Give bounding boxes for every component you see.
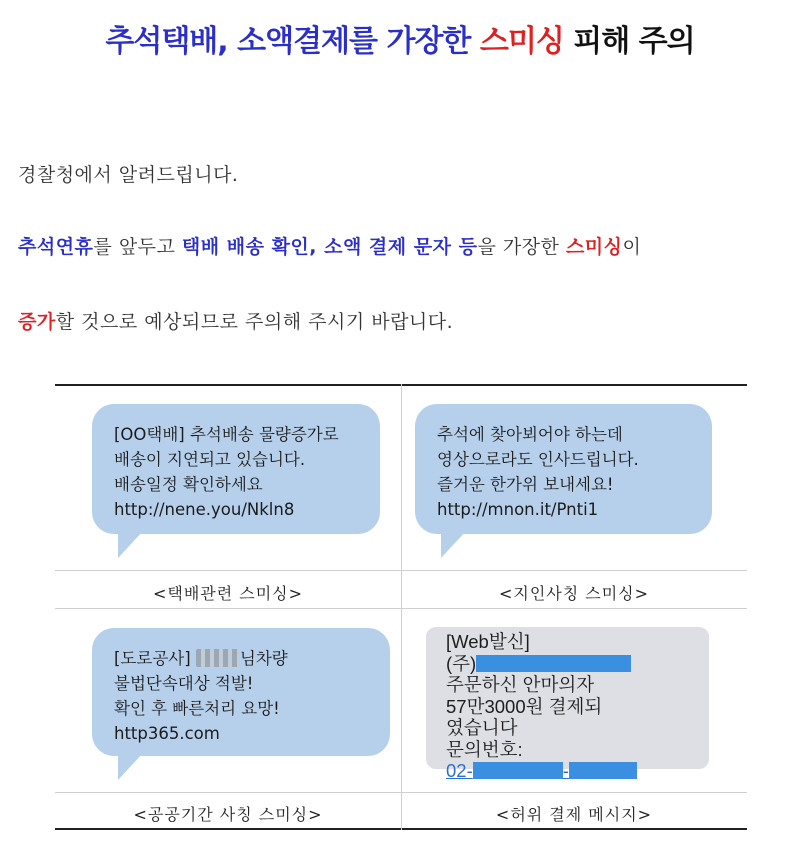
intro-text: 이 (622, 236, 642, 258)
bubble-tail (118, 530, 144, 558)
message-line: 배송이 지연되고 있습니다. (114, 450, 306, 469)
redacted-number (569, 762, 637, 779)
intro-text: 할 것으로 예상되므로 주의해 주시기 바랍니다. (55, 311, 454, 333)
message-line: 영상으로라도 인사드립니다. (437, 450, 639, 469)
title-part-1: 추석택배, 소액결제를 가장한 (105, 24, 480, 59)
message-line: 추석에 찾아뵈어야 하는데 (437, 425, 623, 444)
phone-prefix: 02- (446, 760, 473, 781)
caption-public: <공공기간 사칭 스미싱> (133, 805, 323, 824)
message-line (114, 646, 368, 671)
table-column-divider (401, 384, 402, 830)
message-text: 님차량 (239, 649, 288, 668)
title-part-3: 피해 주의 (563, 24, 695, 59)
message-line: [Web발신] (446, 631, 530, 652)
bubble-tail (441, 530, 467, 558)
message-link: http://nene.you/Nkln8 (114, 500, 295, 519)
intro-text: 을 가장한 (477, 236, 566, 258)
message-line: 즐거운 한가위 보내세요! (437, 475, 614, 494)
message-text: (주) (446, 652, 477, 674)
message-bubble-acquaintance (415, 404, 712, 534)
caption-payment: <허위 결제 메시지> (495, 805, 653, 824)
title-part-2: 스미싱 (479, 24, 564, 59)
message-link: http://mnon.it/Pnti1 (437, 500, 599, 519)
message-line: 배송일정 확인하세요 (114, 475, 263, 494)
message-line: 주문하신 안마의자 (446, 674, 595, 695)
message-line (446, 653, 689, 675)
intro-highlight-increase: 증가 (18, 311, 56, 333)
message-screenshot-payment (426, 627, 709, 781)
message-line: 57만3000원 결제되 (446, 695, 603, 717)
examples-table (55, 384, 747, 830)
message-line: 불법단속대상 적발! (114, 674, 254, 693)
intro-line-3 (18, 307, 453, 334)
intro-line-1: 경찰청에서 알려드립니다. (18, 164, 239, 186)
message-line: 확인 후 빠른처리 요망! (114, 699, 280, 718)
phone-separator: - (562, 760, 569, 781)
bubble-tail (118, 752, 144, 780)
intro-highlight-holiday: 추석연휴 (18, 236, 94, 258)
message-link: http365.com (114, 724, 220, 743)
blurred-name (196, 649, 240, 667)
intro-text: 를 앞두고 (93, 236, 182, 258)
message-line: [OO택배] 추석배송 물량증가로 (114, 425, 339, 444)
message-line: 였습니다 (446, 717, 518, 738)
message-sender: [도로공사] (114, 649, 191, 668)
intro-line-2 (18, 232, 641, 259)
message-bubble-delivery (92, 404, 380, 534)
message-bubble-public (92, 628, 390, 756)
redacted-number (473, 762, 563, 779)
intro-highlight-messages: 택배 배송 확인, 소액 결제 문자 등 (181, 236, 478, 258)
message-line: 문의번호: (446, 738, 523, 760)
caption-delivery: <택배관련 스미싱> (152, 584, 304, 603)
intro-highlight-smishing: 스미싱 (565, 236, 623, 258)
redacted-company (476, 655, 631, 672)
caption-acquaintance: <지인사칭 스미싱> (498, 584, 650, 603)
message-phone-number (446, 760, 689, 782)
page-title (0, 16, 800, 60)
